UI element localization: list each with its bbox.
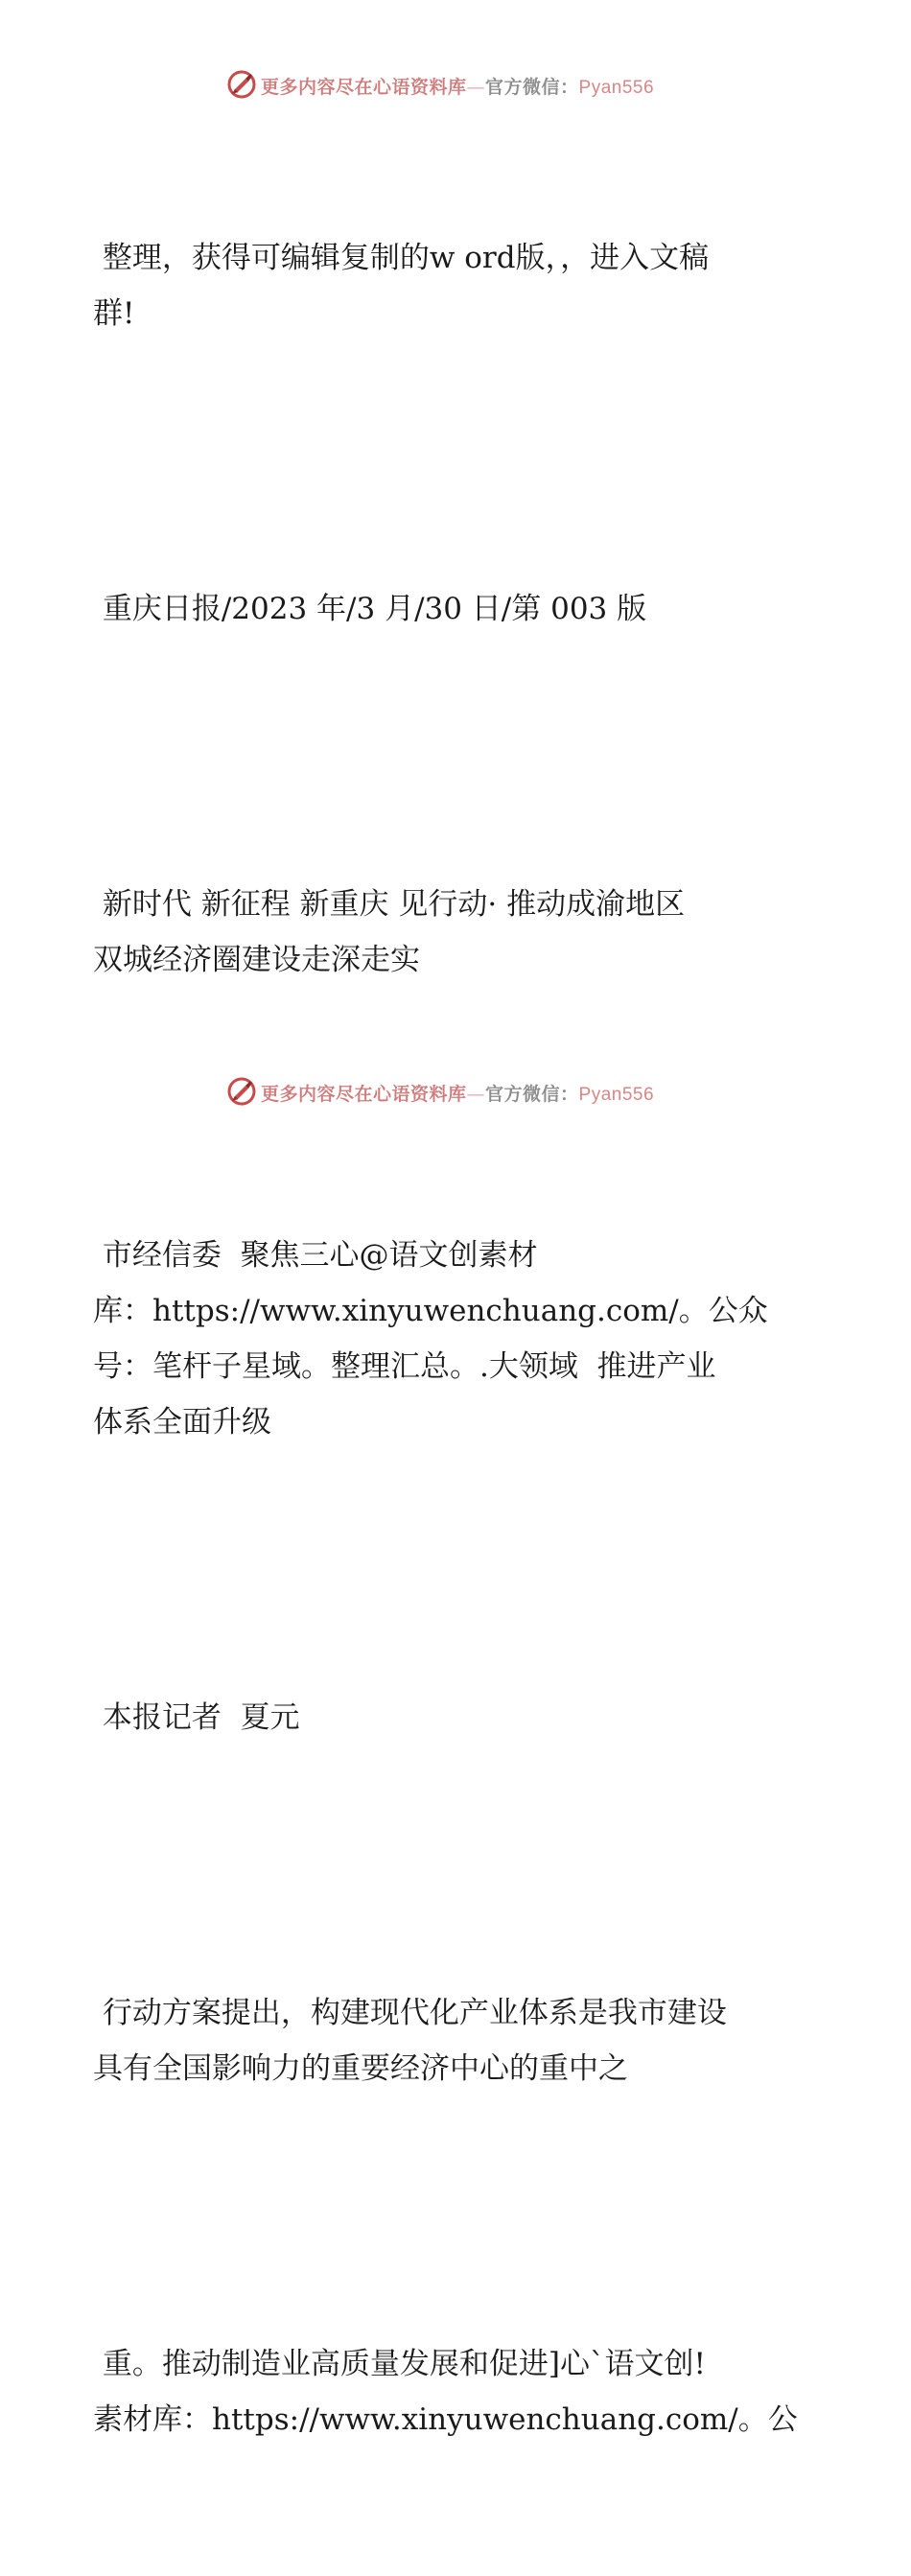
text-line: 本报记者 夏元 (93, 1700, 300, 1735)
banner-dash: — (466, 77, 486, 98)
text-line: 新时代 新征程 新重庆 见行动· 推动成渝地区 (93, 887, 686, 922)
text-line: 素材库：https://www.xinyuwenchuang.com/。公 (93, 2402, 798, 2437)
footer-banner (0, 1074, 911, 1112)
paragraph-headline (93, 1116, 822, 1561)
banner-wechat-label: 官方微信： (485, 77, 579, 98)
banner-wechat-id: Pyan556 (578, 1085, 655, 1105)
text-line: 体系全面升级 (93, 1405, 271, 1440)
banner-brand: 更多内容尽在心语资料库 (261, 1084, 467, 1105)
text-line: 市经信委 聚焦三心@语文创素材 (93, 1238, 538, 1273)
banner-text (261, 73, 654, 99)
text-line: 行动方案提出，构建现代化产业体系是我市建设 (93, 1996, 727, 2030)
text-line: 重庆日报/2023 年/3 月/30 日/第 003 版 (93, 592, 647, 626)
quill-logo-icon (226, 1076, 257, 1107)
text-line: 双城经济圈建设走深走实 (93, 943, 420, 977)
header-banner (0, 67, 911, 105)
banner-wechat-id: Pyan556 (578, 78, 655, 98)
text-line: 群! (93, 296, 135, 331)
paragraph-column (93, 765, 822, 1099)
paragraph-notice (93, 119, 822, 453)
text-line: 整理，获得可编辑复制的w ord版，，进入文稿 (93, 241, 710, 275)
text-line: 号：笔杆子星域。整理汇总。.大领域 推进产业 (93, 1349, 716, 1384)
paragraph-body-2 (93, 2225, 822, 2559)
quill-logo-icon (226, 69, 257, 100)
paragraph-body-1 (93, 1874, 822, 2208)
text-line: 具有全国影响力的重要经济中心的重中之 (93, 2051, 628, 2086)
text-line: 重。推动制造业高质量发展和促进]心`语文创! (93, 2347, 706, 2381)
paragraph-source (93, 470, 822, 748)
document-body (93, 119, 822, 2576)
banner-dash: — (466, 1084, 486, 1105)
paragraph-byline (93, 1579, 822, 1857)
text-line: 库：https://www.xinyuwenchuang.com/。公众 (93, 1294, 768, 1328)
banner-brand: 更多内容尽在心语资料库 (261, 77, 467, 98)
banner-wechat-label: 官方微信： (485, 1084, 579, 1105)
banner-text (261, 1080, 654, 1106)
